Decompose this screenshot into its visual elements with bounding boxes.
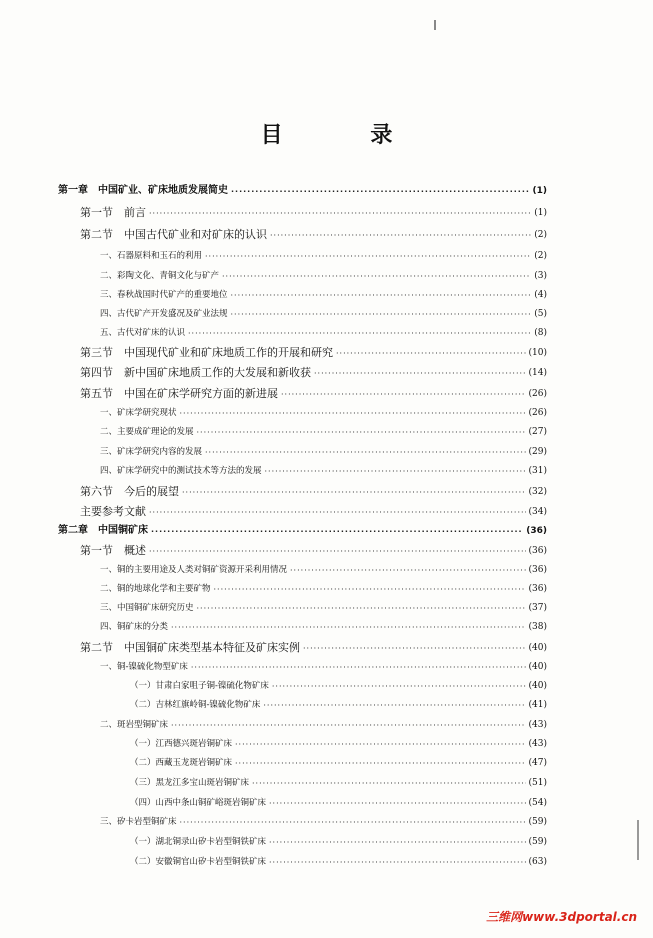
toc-leader-dots xyxy=(151,522,523,540)
toc-entry-page: (36) xyxy=(528,565,547,575)
toc-entry-page: (43) xyxy=(528,720,547,730)
toc-entry xyxy=(100,305,547,323)
toc-entry-title: 四、矿床学研究中的测试技术等方法的发展 xyxy=(100,466,262,476)
toc-entry-title: （一）甘肃白家咀子铜-镍硫化物矿床 xyxy=(130,681,269,691)
toc-entry xyxy=(100,324,547,342)
toc-entry-title: 五、古代对矿床的认识 xyxy=(100,328,186,338)
toc-entry-title: 三、中国铜矿床研究历史 xyxy=(100,603,194,613)
toc-entry xyxy=(100,267,547,285)
toc-entry-page: (31) xyxy=(528,466,547,476)
toc-leader-dots xyxy=(231,182,530,200)
toc-entry-title: 一、矿床学研究现状 xyxy=(100,408,177,418)
toc-entry xyxy=(100,423,547,441)
toc-entry xyxy=(130,754,547,772)
toc-entry xyxy=(100,247,547,265)
toc-entry-page: (54) xyxy=(528,798,547,808)
toc-entry-page: (34) xyxy=(528,507,547,517)
toc-entry-page: (2) xyxy=(534,230,547,240)
toc-entry-title: （一）湖北铜录山矽卡岩型铜铁矿床 xyxy=(130,837,267,847)
toc-entry xyxy=(80,204,547,222)
toc-entry xyxy=(100,716,547,734)
toc-leader-dots xyxy=(235,735,526,753)
toc-entry-title: （一）江西德兴斑岩铜矿床 xyxy=(130,739,233,749)
toc-leader-dots xyxy=(180,404,526,422)
toc-entry xyxy=(80,226,547,244)
toc-title: 目 录 xyxy=(260,123,433,148)
toc-leader-dots xyxy=(231,305,532,323)
toc-entry-title: （二）吉林红旗岭铜-镍硫化物矿床 xyxy=(130,700,261,710)
toc-leader-dots xyxy=(188,324,531,342)
toc-entry-page: (40) xyxy=(528,662,547,672)
toc-leader-dots xyxy=(231,286,532,304)
toc-entry-page: (37) xyxy=(528,603,547,613)
toc-entry-page: (1) xyxy=(534,208,547,218)
toc-leader-dots xyxy=(272,677,526,695)
toc-leader-dots xyxy=(191,658,526,676)
toc-entry xyxy=(100,618,547,636)
toc-entry-title: 一、石器原料和玉石的利用 xyxy=(100,251,203,261)
toc-entry-page: (51) xyxy=(528,778,547,788)
toc-leader-dots xyxy=(263,696,525,714)
toc-leader-dots xyxy=(235,754,526,772)
toc-entry-title: 第一节 前言 xyxy=(80,206,146,219)
toc-entry xyxy=(58,182,547,200)
toc-entry xyxy=(100,580,547,598)
toc-entry-title: 第二节 中国铜矿床类型基本特征及矿床实例 xyxy=(80,641,300,654)
toc-entry-title: 第二节 中国古代矿业和对矿床的认识 xyxy=(80,228,267,241)
toc-entry-title: 一、铜的主要用途及人类对铜矿资源开采利用情况 xyxy=(100,565,288,575)
watermark-text: 三维网www.3dportal.cn xyxy=(486,910,637,924)
toc-entry-page: (36) xyxy=(526,526,547,536)
toc-entry-page: (59) xyxy=(528,837,547,847)
toc-entry-page: (47) xyxy=(528,758,547,768)
toc-entry xyxy=(80,503,547,521)
toc-entry-page: (40) xyxy=(528,681,547,691)
toc-leader-dots xyxy=(269,794,526,812)
toc-entry-title: 主要参考文献 xyxy=(80,505,146,518)
toc-entry xyxy=(100,561,547,579)
toc-entry-title: 三、矿床学研究内容的发展 xyxy=(100,447,203,457)
toc-entry-page: (2) xyxy=(534,251,547,261)
toc-leader-dots xyxy=(205,443,526,461)
toc-entry-page: (5) xyxy=(534,309,547,319)
toc-entry-page: (38) xyxy=(528,622,547,632)
toc-entry-page: (36) xyxy=(528,546,547,556)
toc-entry-title: 第一章 中国矿业、矿床地质发展简史 xyxy=(58,185,228,196)
toc-leader-dots xyxy=(149,542,526,560)
toc-leader-dots xyxy=(197,599,526,617)
toc-entry xyxy=(80,344,547,362)
toc-entry-title: 第四节 新中国矿床地质工作的大发展和新收获 xyxy=(80,366,311,379)
toc-entry-title: 第六节 今后的展望 xyxy=(80,485,179,498)
toc-entry-title: 一、铜-镍硫化物型矿床 xyxy=(100,662,188,672)
toc-leader-dots xyxy=(214,580,526,598)
toc-entry xyxy=(130,735,547,753)
toc-entry-page: (10) xyxy=(528,348,547,358)
toc-entry-title: 二、彩陶文化、青铜文化与矿产 xyxy=(100,271,220,281)
toc-entry xyxy=(130,774,547,792)
toc-entry-page: (41) xyxy=(528,700,547,710)
toc-entry-title: 第二章 中国铜矿床 xyxy=(58,525,148,536)
toc-entry-page: (59) xyxy=(528,817,547,827)
toc-entry xyxy=(80,483,547,501)
toc-entry-title: （四）山西中条山铜矿峪斑岩铜矿床 xyxy=(130,798,267,808)
toc-leader-dots xyxy=(336,344,526,362)
toc-entry-page: (63) xyxy=(528,857,547,867)
toc-leader-dots xyxy=(205,247,531,265)
toc-entry-title: 四、铜矿床的分类 xyxy=(100,622,169,632)
toc-entry-page: (43) xyxy=(528,739,547,749)
toc-entry-title: 三、春秋战国时代矿产的重要地位 xyxy=(100,290,228,300)
toc-entry-page: (26) xyxy=(528,408,547,418)
toc-entry-page: (40) xyxy=(528,643,547,653)
toc-entry xyxy=(80,639,547,657)
toc-entry-title: 二、主要成矿理论的发展 xyxy=(100,427,194,437)
toc-leader-dots xyxy=(290,561,526,579)
toc-entry xyxy=(100,462,547,480)
toc-entry-title: 第一节 概述 xyxy=(80,544,146,557)
toc-entry xyxy=(100,443,547,461)
toc-entry-title: 四、古代矿产开发盛况及矿业法规 xyxy=(100,309,228,319)
toc-entry xyxy=(100,404,547,422)
toc-entry-page: (14) xyxy=(528,368,547,378)
toc-entry-page: (8) xyxy=(534,328,547,338)
toc-entry-page: (4) xyxy=(534,290,547,300)
toc-entry-page: (36) xyxy=(528,584,547,594)
toc-entry xyxy=(130,696,547,714)
toc-entry-page: (27) xyxy=(528,427,547,437)
toc-leader-dots xyxy=(171,618,526,636)
toc-leader-dots xyxy=(180,813,526,831)
toc-entry-page: (3) xyxy=(534,271,547,281)
toc-entry xyxy=(100,599,547,617)
toc-entry xyxy=(130,833,547,851)
toc-entry xyxy=(100,813,547,831)
toc-entry-page: (32) xyxy=(528,487,547,497)
toc-leader-dots xyxy=(149,204,531,222)
toc-leader-dots xyxy=(197,423,526,441)
toc-leader-dots xyxy=(171,716,526,734)
toc-entry-page: (29) xyxy=(528,447,547,457)
toc-leader-dots xyxy=(222,267,531,285)
toc-entry-title: 第三节 中国现代矿业和矿床地质工作的开展和研究 xyxy=(80,346,333,359)
toc-entry xyxy=(130,794,547,812)
toc-leader-dots xyxy=(182,483,526,501)
toc-entry xyxy=(130,853,547,871)
toc-entry xyxy=(100,286,547,304)
toc-entry xyxy=(80,385,547,403)
toc-leader-dots xyxy=(303,639,526,657)
toc-leader-dots xyxy=(265,462,526,480)
toc-entry-title: （二）安徽铜官山矽卡岩型铜铁矿床 xyxy=(130,857,267,867)
toc-entry xyxy=(100,658,547,676)
toc-leader-dots xyxy=(149,503,526,521)
toc-entry-page: (26) xyxy=(528,389,547,399)
toc-leader-dots xyxy=(269,833,526,851)
toc-leader-dots xyxy=(252,774,526,792)
toc-entry-page: (1) xyxy=(532,186,547,196)
toc-leader-dots xyxy=(314,364,526,382)
toc-entry xyxy=(130,677,547,695)
toc-leader-dots xyxy=(281,385,526,403)
toc-leader-dots xyxy=(269,853,526,871)
toc-entry-title: 第五节 中国在矿床学研究方面的新进展 xyxy=(80,387,278,400)
toc-leader-dots xyxy=(270,226,531,244)
toc-entry xyxy=(58,522,547,540)
toc-entry-title: 三、矽卡岩型铜矿床 xyxy=(100,817,177,827)
toc-entry xyxy=(80,364,547,382)
toc-entry xyxy=(80,542,547,560)
toc-entry-title: 二、斑岩型铜矿床 xyxy=(100,720,169,730)
toc-entry-title: （二）西藏玉龙斑岩铜矿床 xyxy=(130,758,233,768)
toc-entry-title: 二、铜的地球化学和主要矿物 xyxy=(100,584,211,594)
toc-entry-title: （三）黑龙江多宝山斑岩铜矿床 xyxy=(130,778,250,788)
